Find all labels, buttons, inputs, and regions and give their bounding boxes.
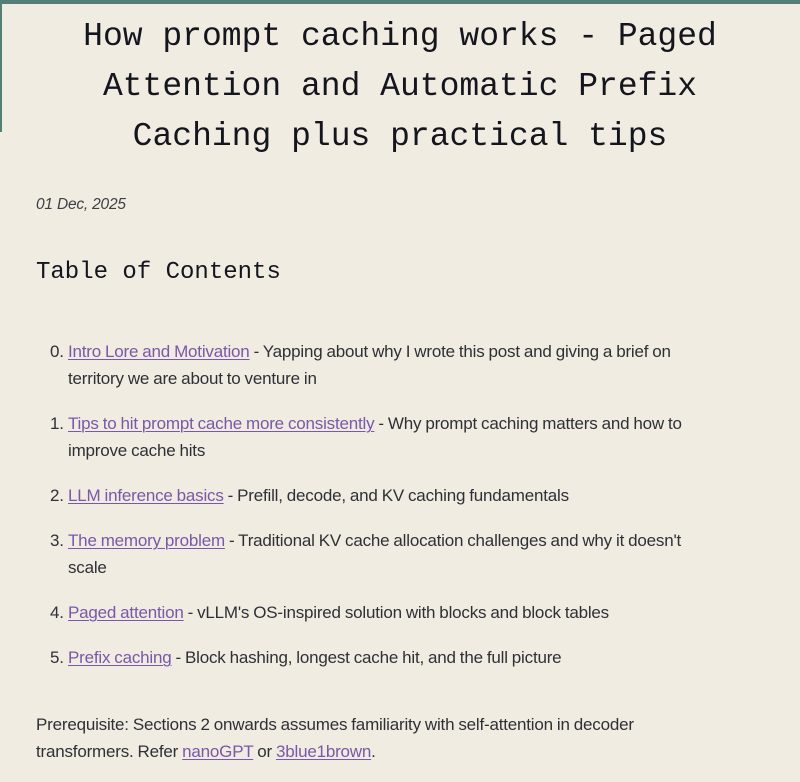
post-date: 01 Dec, 2025 — [36, 196, 126, 213]
toc-item — [50, 410, 764, 464]
3blue1brown-link[interactable]: 3blue1brown — [275, 742, 372, 761]
toc-item-number: 0. — [50, 342, 64, 361]
toc-item — [50, 338, 764, 392]
page-title: How prompt caching works - Paged Attention and Automatic Prefix Caching plus practical tips — [83, 18, 717, 155]
toc-item-text — [68, 410, 716, 464]
toc-item-text — [68, 338, 716, 392]
toc-item — [50, 482, 764, 509]
toc-link-llm-inference-basics[interactable]: LLM inference basics — [68, 486, 224, 505]
toc-item-desc: - Why prompt caching matters and how to improve cache hits — [68, 414, 682, 460]
toc-link-paged-attention[interactable]: Paged attention — [68, 603, 184, 622]
toc-item-desc: - Block hashing, longest cache hit, and the full picture — [171, 648, 562, 667]
toc-item-number: 2. — [50, 486, 64, 505]
toc-link-prompt-cache-tips[interactable]: Tips to hit prompt cache more consistently — [68, 414, 375, 433]
toc-item — [50, 644, 764, 671]
toc-item-number: 1. — [50, 414, 64, 433]
toc-item-desc: - Yapping about why I wrote this post and giving a brief on territory we are about to venture in — [68, 342, 671, 388]
toc-link-prefix-caching[interactable]: Prefix caching — [68, 648, 172, 667]
toc-item-text — [68, 527, 716, 581]
prerequisite-text-end: . — [371, 742, 376, 761]
toc-item-desc: - Prefill, decode, and KV caching fundamentals — [223, 486, 569, 505]
left-accent-bar — [0, 0, 2, 132]
prerequisite-text-mid: or — [253, 742, 276, 761]
toc-item — [50, 527, 764, 581]
toc-item-number: 3. — [50, 531, 64, 550]
toc-link-intro-lore[interactable]: Intro Lore and Motivation — [68, 342, 250, 361]
toc-item — [50, 599, 764, 626]
nanogpt-link[interactable]: nanoGPT — [182, 742, 254, 761]
toc-list — [36, 338, 764, 671]
toc-item-text — [68, 599, 609, 626]
toc-item-text — [68, 482, 569, 509]
prerequisite-text: Prerequisite: Sections 2 onwards assumes familiarity with self-attention in decoder transformers. Refer — [36, 715, 634, 761]
toc-link-memory-problem[interactable]: The memory problem — [68, 531, 225, 550]
top-accent-bar — [0, 0, 800, 4]
toc-item-number: 4. — [50, 603, 64, 622]
toc-item-text — [68, 644, 561, 671]
toc-item-number: 5. — [50, 648, 64, 667]
toc-item-desc: - Traditional KV cache allocation challenges and why it doesn't scale — [68, 531, 682, 577]
prerequisite-note — [36, 711, 688, 765]
toc-heading: Table of Contents — [36, 259, 281, 286]
toc-item-desc: - vLLM's OS-inspired solution with blocks and block tables — [183, 603, 609, 622]
